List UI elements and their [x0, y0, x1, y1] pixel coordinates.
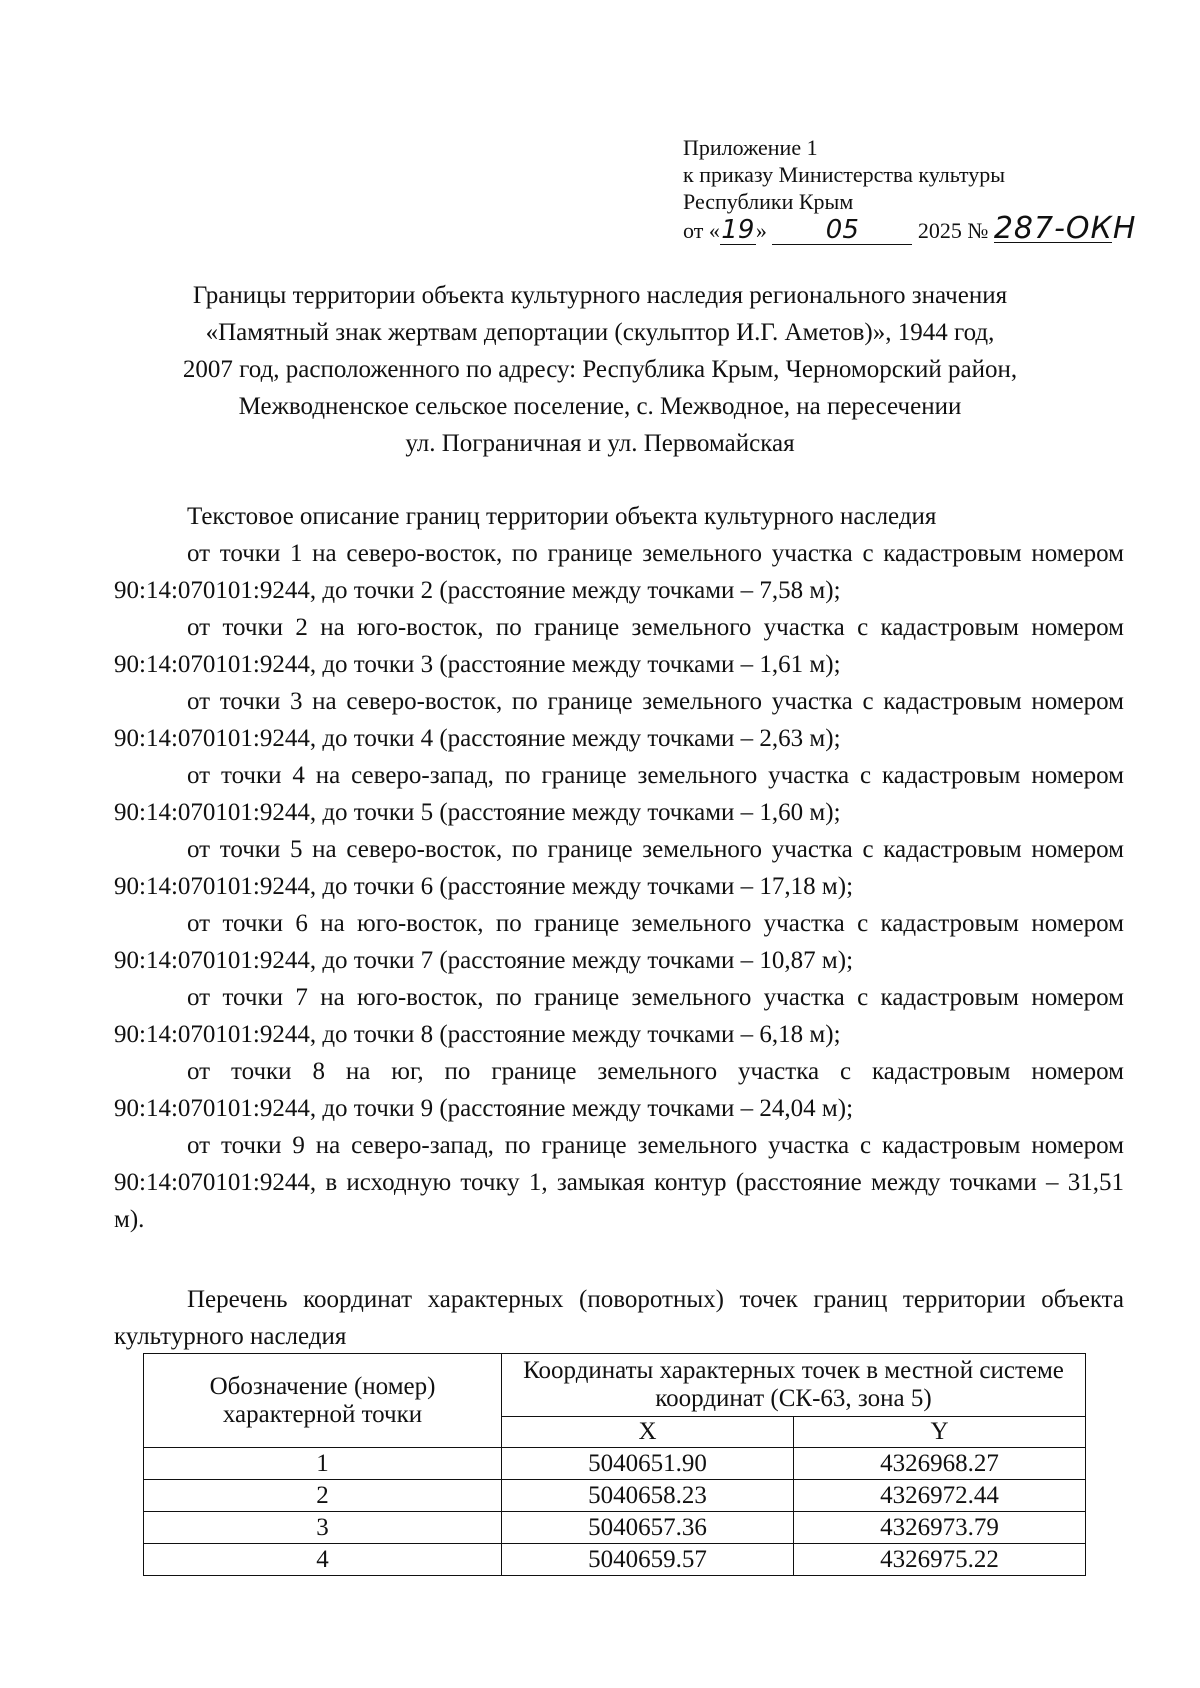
- title-line-1: Границы территории объекта культурного наследия регионального значения: [192, 282, 1008, 309]
- header-coordinate-system: Координаты характерных точек в местной системе координат (СК-63, зона 5): [502, 1354, 1086, 1417]
- order-number-handwritten: 287-ОКН: [993, 211, 1137, 246]
- title-line-3: 2007 год, расположенного по адресу: Республика Крым, Черноморский район,: [182, 356, 1018, 383]
- cell-y: 4326975.22: [793, 1544, 1085, 1576]
- description-paragraph: от точки 1 на северо-восток, по границе земельного участка с кадастровым номером 90:14:070101:9244, до точки 2 (расстояние между точками – 7,58 м);: [114, 540, 1124, 604]
- table-row: [144, 1448, 1086, 1480]
- header-y: Y: [793, 1417, 1085, 1448]
- appendix-line-3: Республики Крым: [683, 189, 854, 214]
- year-label: 2025 №: [917, 218, 989, 243]
- date-month-handwritten: 05: [772, 217, 912, 245]
- cell-point: 4: [144, 1544, 502, 1576]
- header-point: Обозначение (номер) характерной точки: [144, 1354, 502, 1448]
- table-row: [144, 1544, 1086, 1576]
- cell-x: 5040659.57: [502, 1544, 794, 1576]
- cell-point: 1: [144, 1448, 502, 1480]
- cell-point: 3: [144, 1512, 502, 1544]
- table-row: [144, 1480, 1086, 1512]
- boundary-description: [114, 498, 1124, 1238]
- description-paragraph: от точки 3 на северо-восток, по границе земельного участка с кадастровым номером 90:14:070101:9244, до точки 4 (расстояние между точками – 2,63 м);: [114, 688, 1124, 752]
- cell-y: 4326973.79: [793, 1512, 1085, 1544]
- cell-y: 4326972.44: [793, 1480, 1085, 1512]
- coordinates-table: [143, 1353, 1086, 1576]
- coordinates-heading: Перечень координат характерных (поворотных) точек границ территории объекта культурного наследия: [114, 1286, 1124, 1350]
- cell-x: 5040658.23: [502, 1480, 794, 1512]
- description-paragraph: от точки 9 на северо-запад, по границе земельного участка с кадастровым номером 90:14:070101:9244, в исходную точку 1, замыкая контур (расстояние между точками – 31,51 м).: [114, 1132, 1124, 1233]
- date-prefix: от «: [683, 218, 720, 243]
- appendix-date-line: [683, 211, 1143, 246]
- date-mid: »: [755, 218, 767, 243]
- cell-x: 5040651.90: [502, 1448, 794, 1480]
- cell-point: 2: [144, 1480, 502, 1512]
- appendix-line-1: Приложение 1: [683, 135, 818, 160]
- title-line-4: Межводненское сельское поселение, с. Межводное, на пересечении: [238, 393, 962, 420]
- date-day-handwritten: 19: [721, 215, 755, 245]
- description-paragraph: от точки 8 на юг, по границе земельного участка с кадастровым номером 90:14:070101:9244, до точки 9 (расстояние между точками – 24,04 м);: [114, 1058, 1124, 1122]
- description-paragraph: от точки 2 на юго-восток, по границе земельного участка с кадастровым номером 90:14:070101:9244, до точки 3 (расстояние между точками – 1,61 м);: [114, 614, 1124, 678]
- cell-y: 4326968.27: [793, 1448, 1085, 1480]
- table-row: [144, 1512, 1086, 1544]
- header-x: X: [502, 1417, 794, 1448]
- description-heading: Текстовое описание границ территории объекта культурного наследия: [187, 503, 937, 530]
- title-line-2: «Памятный знак жертвам депортации (скульптор И.Г. Аметов)», 1944 год,: [205, 319, 995, 346]
- description-paragraph: от точки 7 на юго-восток, по границе земельного участка с кадастровым номером 90:14:070101:9244, до точки 8 (расстояние между точками – 6,18 м);: [114, 984, 1124, 1048]
- document-title: [100, 277, 1100, 462]
- title-line-5: ул. Пограничная и ул. Первомайская: [405, 430, 795, 457]
- description-paragraph: от точки 6 на юго-восток, по границе земельного участка с кадастровым номером 90:14:070101:9244, до точки 7 (расстояние между точками – 10,87 м);: [114, 910, 1124, 974]
- cell-x: 5040657.36: [502, 1512, 794, 1544]
- description-paragraph: от точки 4 на северо-запад, по границе земельного участка с кадастровым номером 90:14:070101:9244, до точки 5 (расстояние между точками – 1,60 м);: [114, 762, 1124, 826]
- appendix-line-2: к приказу Министерства культуры: [683, 162, 1006, 187]
- appendix-block: [683, 134, 1143, 245]
- description-paragraph: от точки 5 на северо-восток, по границе земельного участка с кадастровым номером 90:14:070101:9244, до точки 6 (расстояние между точками – 17,18 м);: [114, 836, 1124, 900]
